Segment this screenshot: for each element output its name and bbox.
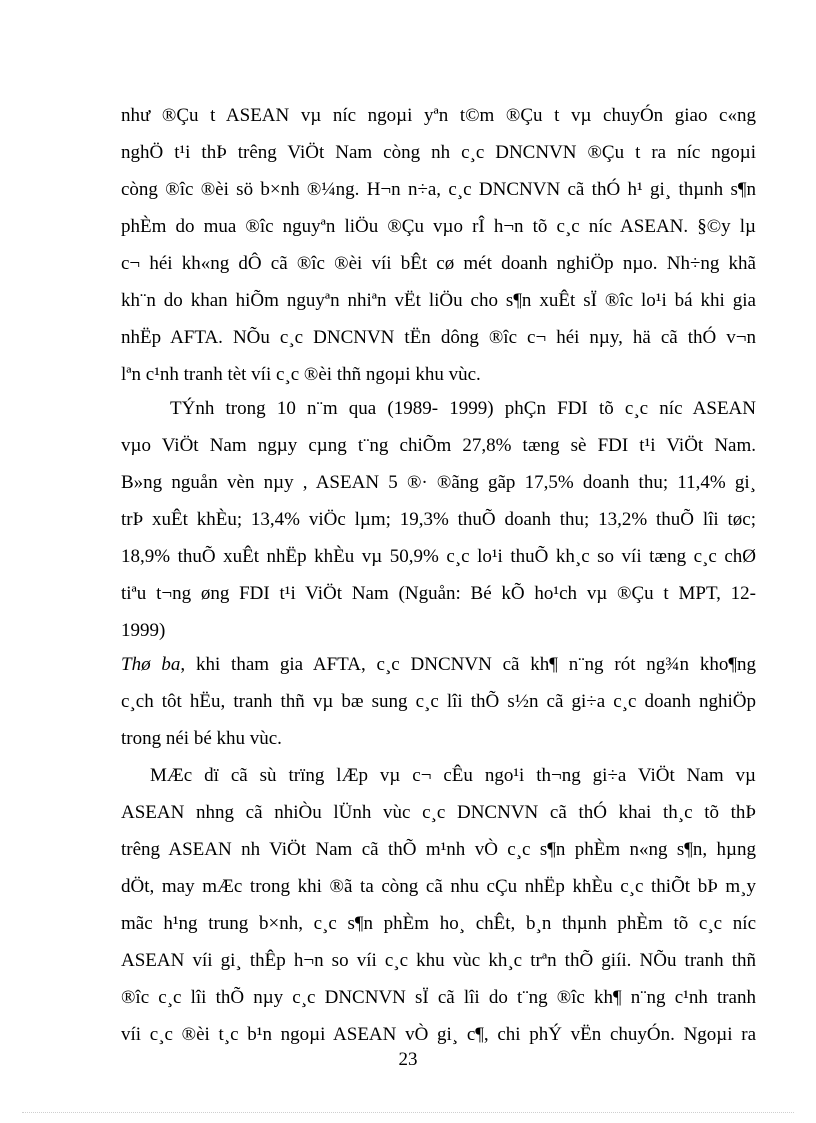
paragraph-4 (121, 757, 756, 1053)
text-line: vµo ViÖt Nam ngµy cµng t¨ng chiÕm 27,8% tæng sè FDI t¹i ViÖt Nam. (121, 435, 756, 456)
text-line: B»ng nguån vèn nµy , ASEAN 5 ®· ®ãng gãp 17,5% doanh thu; 11,4% gi¸ (121, 472, 756, 493)
text-line: c¬ héi kh«ng dÔ cã ®îc ®èi víi bÊt cø mét doanh nghiÖp nµo. Nh÷ng khã (121, 253, 756, 274)
text-line (121, 646, 756, 683)
page-number: 23 (398, 1049, 418, 1070)
text-line: 18,9% thuÕ xuÊt nhËp khÈu vµ 50,9% c¸c lo¹i thuÕ kh¸c so víi tæng c¸c chØ (121, 546, 756, 567)
text-line: ASEAN víi gi¸ thÊp h¬n so víi c¸c khu vùc kh¸c trªn thÕ giíi. NÕu tranh thñ (121, 950, 756, 971)
text-line: 1999) (121, 620, 166, 641)
text-line: nhËp AFTA. NÕu c¸c DNCNVN tËn dông ®îc c¬ héi nµy, hä cã thÓ v¬n (121, 327, 756, 348)
text-line: còng ®îc ®èi sö b×nh ®¼ng. H¬n n÷a, c¸c DNCNVN cã thÓ h¹ gi¸ thµnh s¶n (121, 179, 756, 200)
text-line: ASEAN nhng cã nhiÒu lÜnh vùc c¸c DNCNVN cã thÓ khai th¸c tõ thÞ (121, 802, 756, 823)
text-run: , khi tham gia AFTA, c¸c DNCNVN cã kh¶ n¨ng rót ng¾n kho¶ng (180, 654, 756, 675)
text-line: c¸ch tôt hËu, tranh thñ vµ bæ sung c¸c lîi thÕ s½n cã gi÷a c¸c doanh nghiÖp (121, 691, 756, 712)
text-line: phÈm do mua ®îc nguyªn liÖu ®Çu vµo rÎ h¬n tõ c¸c níc ASEAN. §©y lµ (121, 216, 756, 237)
text-line: TÝnh trong 10 n¨m qua (1989- 1999) phÇn FDI tõ c¸c níc ASEAN (170, 398, 756, 419)
text-line: ®îc c¸c lîi thÕ nµy c¸c DNCNVN sÏ cã lîi do t¨ng ®îc kh¶ n¨ng c¹nh tranh (121, 987, 756, 1008)
text-line: mãc h¹ng trung b×nh, c¸c s¶n phÈm ho¸ chÊt, b¸n thµnh phÈm tõ c¸c níc (121, 913, 756, 934)
text-line: trÞ xuÊt khÈu; 13,4% viÖc lµm; 19,3% thuÕ doanh thu; 13,2% thuÕ lîi tøc; (121, 509, 756, 530)
page-bottom-divider (22, 1112, 794, 1113)
text-line: tiªu t¬ng øng FDI t¹i ViÖt Nam (Nguån: Bé kÕ ho¹ch vµ ®Çu t MPT, 12- (121, 583, 756, 604)
emphasis-lead: Thø ba (121, 654, 181, 675)
text-line: trêng ASEAN nh ViÖt Nam cã thÕ m¹nh vÒ c¸c s¶n phÈm n«ng s¶n, hµng (121, 839, 756, 860)
text-line: nghÖ t¹i thÞ trêng ViÖt Nam còng nh c¸c DNCNVN ®Çu t ra níc ngoµi (121, 142, 756, 163)
text-line: dÖt, may mÆc trong khi ®ã ta còng cã nhu cÇu nhËp khÈu c¸c thiÕt bÞ m¸y (121, 876, 756, 897)
text-line: kh¨n do khan hiÕm nguyªn nhiªn vËt liÖu cho s¶n xuÊt sÏ ®îc lo¹i bá khi gia (121, 290, 756, 311)
paragraph-2 (121, 390, 756, 649)
text-line: lªn c¹nh tranh tèt víi c¸c ®èi thñ ngoµi khu vùc. (121, 364, 481, 385)
paragraph-1 (121, 97, 756, 393)
text-line: trong néi bé khu vùc. (121, 728, 282, 749)
paragraph-3 (121, 646, 756, 757)
text-line: như ®Çu t ASEAN vµ níc ngoµi yªn t©m ®Çu t vµ chuyÓn giao c«ng (121, 105, 756, 126)
text-line: MÆc dï cã sù trïng lÆp vµ c¬ cÊu ngo¹i th¬ng gi÷a ViÖt Nam vµ (150, 765, 756, 786)
text-line: víi c¸c ®èi t¸c b¹n ngoµi ASEAN vÒ gi¸ c¶, chi phÝ vËn chuyÓn. Ngoµi ra (121, 1024, 756, 1045)
